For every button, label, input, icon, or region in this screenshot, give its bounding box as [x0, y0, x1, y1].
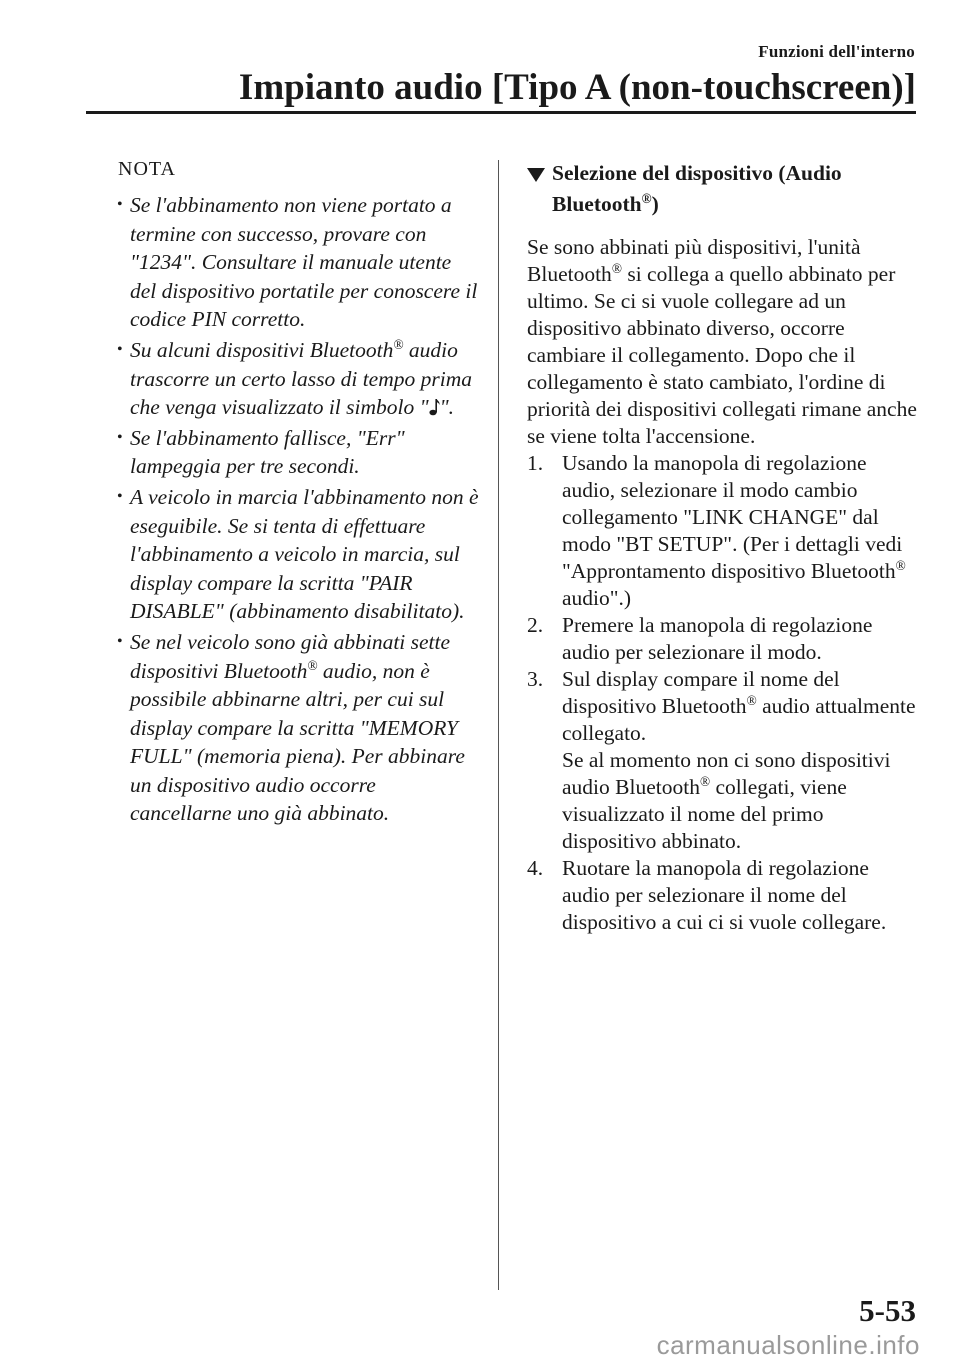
step-number: 3. — [527, 667, 544, 691]
note-text: Se nel veicolo sono già abbinati sette dispositivi Bluetooth — [130, 629, 451, 683]
bullet: • — [117, 340, 123, 358]
step-text: collegati, viene visualizzato il nome del primo dispositivo abbinato. — [562, 775, 847, 853]
step-text: audio".) — [562, 586, 632, 610]
section-heading-text: ) — [651, 192, 659, 216]
page-title: Impianto audio [Tipo A (non-touchscreen)] — [238, 67, 916, 108]
note-text: audio trascorre un certo lasso di tempo prima che venga visualizzato il simbolo " — [130, 337, 472, 420]
step-number: 1. — [527, 451, 544, 475]
step-text: Sul display compare il nome del dispositivo Bluetooth — [562, 667, 840, 718]
step-text: Premere la manopola di regolazione audio per selezionare il modo. — [562, 613, 873, 664]
step-item — [527, 612, 917, 666]
note-text: Se l'abbinamento fallisce, "Err" lampeggia per tre secondi. — [130, 425, 405, 479]
registered-mark: ® — [611, 261, 622, 277]
note-item — [100, 483, 480, 626]
paragraph-text: Se sono abbinati più dispositivi, l'unità Bluetooth — [527, 235, 861, 286]
music-note-icon — [429, 398, 440, 416]
registered-mark: ® — [895, 558, 906, 574]
page-number: 5-53 — [859, 1293, 916, 1328]
bullet: • — [117, 487, 123, 505]
header-rule — [86, 111, 916, 114]
column-divider — [498, 160, 499, 1290]
note-text: Se l'abbinamento non viene portato a termine con successo, provare con "1234". Consultare il manuale utente del dispositivo portatile per conoscere il codice PIN corretto. — [130, 193, 478, 332]
step-number: 2. — [527, 613, 544, 637]
bullet: • — [117, 196, 123, 213]
step-item — [527, 450, 917, 612]
step-text: Ruotare la manopola di regolazione audio per selezionare il nome del dispositivo a cui ci si vuole collegare. — [562, 856, 887, 934]
registered-mark: ® — [307, 657, 318, 673]
chapter-label: Funzioni dell'interno — [758, 42, 915, 61]
intro-paragraph — [527, 234, 917, 450]
note-text: audio, non è possibile abbinarne altri, per cui sul display compare la scritta "MEMORY FULL" (memoria piena). Per abbinare un dispositivo audio occorre cancellarne uno già abbinato. — [130, 658, 465, 826]
bullet: • — [117, 428, 123, 446]
paragraph-text: si collega a quello abbinato per ultimo. Se ci si vuole collegare ad un dispositivo abbinato diverso, occorre cambiare il collegamento. Dopo che il collegamento è stato cambiato, l'ordine di priorità dei dispositivi collegati rimane anche se viene tolta l'accensione. — [527, 262, 917, 448]
note-item — [100, 424, 480, 481]
watermark: carmanualsonline.info — [656, 1330, 920, 1360]
main-column — [527, 158, 917, 936]
note-item — [100, 628, 480, 828]
nota-title: NOTA — [118, 158, 176, 180]
bullet: • — [117, 632, 123, 650]
step-item — [527, 855, 917, 936]
step-item — [527, 666, 917, 855]
step-text: Se al momento non ci sono dispositivi audio Bluetooth — [562, 748, 891, 799]
section-heading — [527, 158, 917, 220]
registered-mark: ® — [641, 191, 652, 207]
step-number: 4. — [527, 856, 544, 880]
registered-mark: ® — [393, 336, 404, 352]
note-text: A veicolo in marcia l'abbinamento non è eseguibile. Se si tenta di effettuare l'abbinamento a veicolo in marcia, sul display compare la scritta "PAIR DISABLE" (abbinamento disabilitato). — [130, 484, 479, 624]
registered-mark: ® — [746, 693, 757, 709]
triangle-down-icon — [527, 168, 545, 182]
step-text: audio attualmente collegato. — [562, 694, 916, 745]
section-heading-text: Selezione del dispositivo (Audio Bluetooth — [552, 161, 842, 216]
note-item — [100, 336, 480, 422]
notes-column — [100, 158, 480, 830]
registered-mark: ® — [699, 774, 711, 790]
note-item — [100, 191, 480, 334]
note-text: Su alcuni dispositivi Bluetooth — [130, 337, 394, 362]
step-text: Usando la manopola di regolazione audio, selezionare il modo cambio collegamento "LINK CHANGE" dal modo "BT SETUP". (Per i dettagli vedi "Approntamento dispositivo Bluetooth — [562, 451, 903, 583]
note-text: ". — [439, 395, 455, 420]
